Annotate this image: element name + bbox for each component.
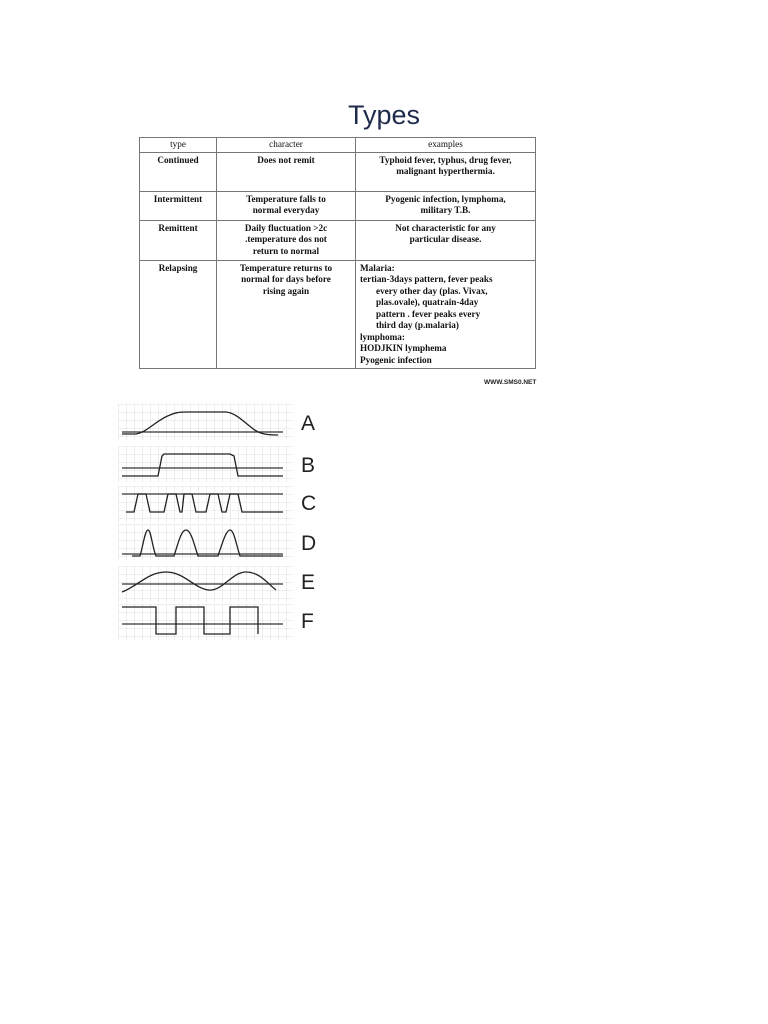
examples-line: Pyogenic infection: [360, 354, 432, 365]
row-character: [217, 191, 356, 220]
examples-line: HODJKIN lymphema: [360, 343, 447, 353]
graph-label-c: C: [301, 492, 317, 515]
row-examples: [356, 220, 536, 260]
row-examples: [356, 152, 536, 191]
graph-d: [118, 524, 293, 560]
character-line: Daily fluctuation >2c: [244, 222, 328, 233]
examples-line: military T.B.: [420, 205, 471, 215]
row-character: [217, 220, 356, 260]
row-character: [217, 152, 356, 191]
header-examples: examples: [356, 138, 536, 153]
table-header-row: [140, 138, 536, 153]
graph-label-e: E: [301, 571, 316, 594]
examples-line: Not characteristic for any: [395, 222, 496, 233]
row-type: Continued: [140, 152, 217, 191]
examples-line: tertian-3days pattern, fever peaks: [360, 274, 493, 284]
header-character: character: [217, 138, 356, 153]
character-line: Temperature falls to: [246, 193, 326, 204]
row-type: Intermittent: [140, 191, 217, 220]
examples-line: every other day (plas. Vivax,: [376, 285, 488, 296]
examples-line: lymphoma:: [360, 331, 405, 342]
page-title: Types: [347, 100, 421, 130]
character-line: .temperature dos not: [245, 234, 327, 244]
row-type: Relapsing: [140, 260, 217, 369]
examples-line: pattern . fever peaks every: [376, 308, 481, 319]
graph-label-f: F: [301, 610, 314, 633]
table-row: [140, 152, 536, 191]
character-line: normal everyday: [252, 205, 320, 215]
graph-f: [118, 604, 293, 640]
graph-label-a: A: [301, 412, 316, 435]
fever-pattern-graphs: [118, 404, 293, 640]
graph-a: [118, 404, 293, 440]
graph-b: [118, 446, 293, 482]
examples-line: particular disease.: [409, 234, 482, 244]
row-type: Remittent: [140, 220, 217, 260]
examples-line: Pyogenic infection, lymphoma,: [385, 193, 506, 204]
examples-line: third day (p.malaria): [376, 320, 459, 330]
header-type: type: [140, 138, 217, 153]
examples-line: Typhoid fever, typhus, drug fever,: [379, 154, 512, 165]
graph-label-d: D: [301, 532, 317, 555]
row-character: [217, 260, 356, 369]
character-line: return to normal: [252, 245, 320, 256]
examples-line: plas.ovale), quatrain-4day: [376, 297, 479, 307]
table-row: [140, 220, 536, 260]
table-row: [140, 260, 536, 369]
fever-types-table: [139, 137, 536, 369]
table-row: [140, 191, 536, 220]
grid-background: [118, 486, 293, 522]
source-watermark: WWW.SMS0.NET: [484, 379, 537, 386]
examples-line: malignant hyperthermia.: [396, 166, 495, 176]
character-line: Temperature returns to: [239, 262, 333, 273]
graph-c: [118, 486, 293, 522]
character-line: Does not remit: [257, 154, 315, 165]
graph-label-b: B: [301, 454, 316, 477]
character-line: normal for days before: [241, 274, 331, 284]
row-examples: [356, 260, 536, 369]
row-examples: [356, 191, 536, 220]
examples-line: Malaria:: [360, 262, 395, 273]
graph-e: [118, 566, 293, 602]
character-line: rising again: [262, 285, 310, 296]
